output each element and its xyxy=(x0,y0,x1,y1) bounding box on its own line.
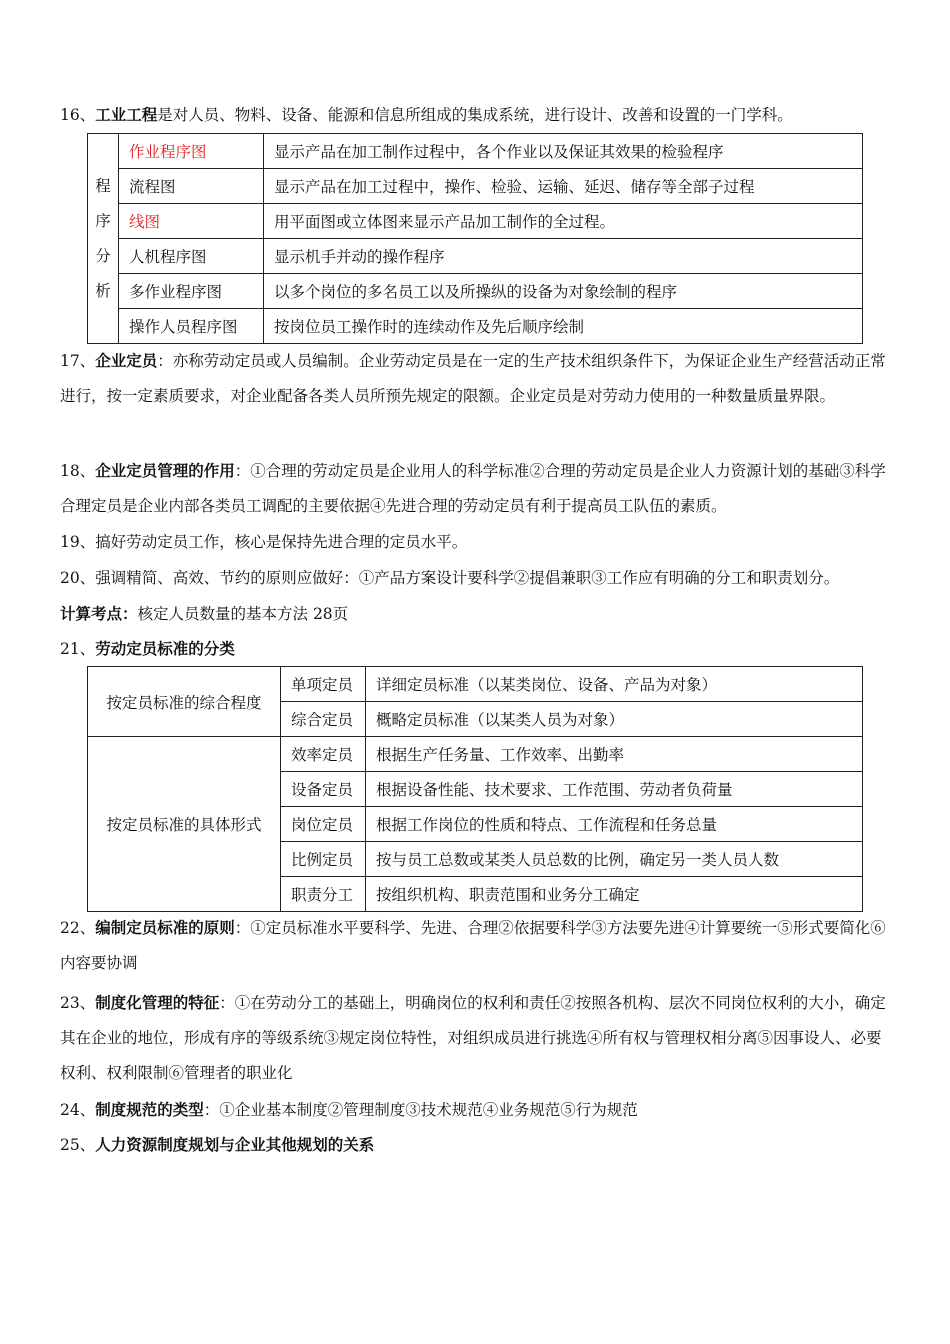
item-20: 20、强调精简、高效、节约的原则应做好：①产品方案设计要科学②提倡兼职③工作应有明确的分工和职责划分。 xyxy=(60,569,840,587)
row-desc: 用平面图或立体图来显示产品加工制作的全过程。 xyxy=(264,204,863,239)
process-analysis-label: 程 序 分 析 xyxy=(88,134,119,344)
row-desc: 按组织机构、职责范围和业务分工确定 xyxy=(366,877,863,912)
row-name: 作业程序图 xyxy=(119,134,264,169)
item-18: 18、企业定员管理的作用：①合理的劳动定员是企业用人的科学标准②合理的劳动定员是企业人力资源计划的基础③科学合理定员是企业内部各类员工调配的主要依据④先进合理的劳动定员有利于提高员工队伍的素质。 xyxy=(60,461,886,515)
row-name: 岗位定员 xyxy=(281,807,366,842)
calc-point: 计算考点：核定人员数量的基本方法 28页 xyxy=(60,604,349,623)
row-name: 多作业程序图 xyxy=(119,274,264,309)
row-name: 设备定员 xyxy=(281,772,366,807)
row-name: 综合定员 xyxy=(281,702,366,737)
row-name: 效率定员 xyxy=(281,737,366,772)
group-label: 按定员标准的综合程度 xyxy=(88,667,281,737)
row-name: 流程图 xyxy=(119,169,264,204)
row-name: 线图 xyxy=(119,204,264,239)
row-desc: 根据工作岗位的性质和特点、工作流程和任务总量 xyxy=(366,807,863,842)
process-analysis-table xyxy=(87,133,863,344)
row-desc: 根据生产任务量、工作效率、出勤率 xyxy=(366,737,863,772)
row-name: 职责分工 xyxy=(281,877,366,912)
item-24: 24、制度规范的类型：①企业基本制度②管理制度③技术规范④业务规范⑤行为规范 xyxy=(60,1100,638,1119)
item-23: 23、制度化管理的特征：①在劳动分工的基础上，明确岗位的权利和责任②按照各机构、层次不同岗位权利的大小，确定其在企业的地位，形成有序的等级系统③规定岗位特性，对组织成员进行挑选④所有权与管理权相分离⑤因事设人、必要权利、权利限制⑥管理者的职业化 xyxy=(60,993,886,1082)
group-label: 按定员标准的具体形式 xyxy=(88,737,281,912)
row-name: 人机程序图 xyxy=(119,239,264,274)
item-21: 21、劳动定员标准的分类 xyxy=(60,639,235,658)
row-desc: 按与员工总数或某类人员总数的比例，确定另一类人员人数 xyxy=(366,842,863,877)
row-desc: 显示机手并动的操作程序 xyxy=(264,239,863,274)
row-name: 操作人员程序图 xyxy=(119,309,264,344)
row-desc: 以多个岗位的多名员工以及所操纵的设备为对象绘制的程序 xyxy=(264,274,863,309)
row-desc: 概略定员标准（以某类人员为对象） xyxy=(366,702,863,737)
item-25: 25、人力资源制度规划与企业其他规划的关系 xyxy=(60,1135,375,1154)
item-19: 19、搞好劳动定员工作，核心是保持先进合理的定员水平。 xyxy=(60,533,468,551)
row-name: 比例定员 xyxy=(281,842,366,877)
staffing-standard-table xyxy=(87,666,863,912)
item-16: 16、工业工程是对人员、物料、设备、能源和信息所组成的集成系统，进行设计、改善和设置的一门学科。 xyxy=(60,105,793,124)
row-name: 单项定员 xyxy=(281,667,366,702)
term-industrial-engineering: 工业工程 xyxy=(95,105,158,124)
row-desc: 按岗位员工操作时的连续动作及先后顺序绘制 xyxy=(264,309,863,344)
row-desc: 根据设备性能、技术要求、工作范围、劳动者负荷量 xyxy=(366,772,863,807)
row-desc: 详细定员标准（以某类岗位、设备、产品为对象） xyxy=(366,667,863,702)
item-22: 22、编制定员标准的原则：①定员标准水平要科学、先进、合理②依据要科学③方法要先进④计算要统一⑤形式要简化⑥内容要协调 xyxy=(60,918,886,972)
row-desc: 显示产品在加工过程中，操作、检验、运输、延迟、储存等全部子过程 xyxy=(264,169,863,204)
row-desc: 显示产品在加工制作过程中，各个作业以及保证其效果的检验程序 xyxy=(264,134,863,169)
item-17: 17、企业定员：亦称劳动定员或人员编制。企业劳动定员是在一定的生产技术组织条件下，为保证企业生产经营活动正常进行，按一定素质要求，对企业配备各类人员所预先规定的限额。企业定员是对劳动力使用的一种数量质量界限。 xyxy=(60,351,886,405)
